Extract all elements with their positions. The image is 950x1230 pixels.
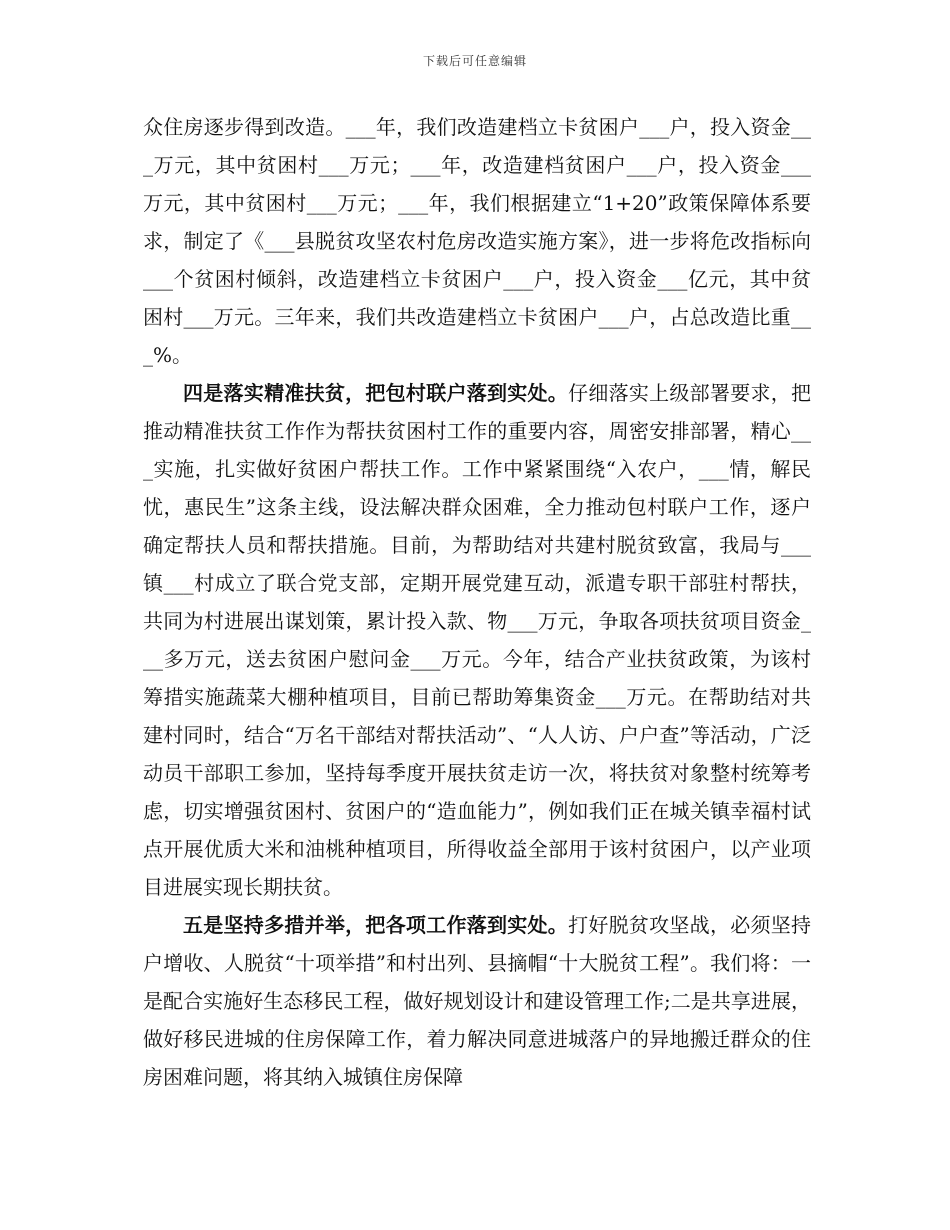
- page-header-note: 下载后可任意编辑: [422, 54, 527, 68]
- paragraph-text: 打好脱贫攻坚战，必须坚持户增收、人脱贫“十项举措”和村出列、县摘帽“十大脱贫工程”。我们将：一是配合实施好生态移民工程，做好规划设计和建设管理工作;二是共享进展，做好移民进城的住房保障工作，着力解决同意进城落户的异地搬迁群众的住房困难问题，将其纳入城镇住房保障: [143, 913, 812, 1089]
- paragraph-lead-heading: 五是坚持多措并举，把各项工作落到实处。: [183, 913, 569, 937]
- paragraph-housing-renovation: [143, 108, 811, 374]
- paragraph-precision-poverty-alleviation: [143, 374, 811, 906]
- paragraph-text: 仔细落实上级部署要求，把推动精准扶贫工作作为帮扶贫困村工作的重要内容，周密安排部署，精心___实施，扎实做好贫困户帮扶工作。工作中紧紧围绕“入农户，___情，解民忧，惠民生”这条主线，设法解决群众困难，全力推动包村联户工作，逐户确定帮扶人员和帮扶措施。目前，为帮助结对共建村脱贫致富，我局与___镇___村成立了联合党支部，定期开展党建互动，派遣专职干部驻村帮扶，共同为村进展出谋划策，累计投入款、物___万元，争取各项扶贫项目资金___多万元，送去贫困户慰问金___万元。今年，结合产业扶贫政策，为该村筹措实施蔬菜大棚种植项目，目前已帮助筹集资金___万元。在帮助结对共建村同时，结合“万名干部结对帮扶活动”、“人人访、户户查”等活动，广泛动员干部职工参加，坚持每季度开展扶贫走访一次，将扶贫对象整村统筹考虑，切实增强贫困村、贫困户的“造血能力”，例如我们正在城关镇幸福村试点开展优质大米和油桃种植项目，所得收益全部用于该村贫困户，以产业项目进展实现长期扶贫。: [143, 381, 812, 899]
- paragraph-lead-heading: 四是落实精准扶贫，把包村联户落到实处。: [183, 381, 569, 405]
- document-body: [143, 108, 811, 1096]
- paragraph-text: 众住房逐步得到改造。___年，我们改造建档立卡贫困户___户，投入资金___万元，其中贫困村___万元；___年，改造建档贫困户___户，投入资金___万元，其中贫困村___万元；___年，我们根据建立“1+20”政策保障体系要求，制定了《___县脱贫攻坚农村危房改造实施方案》，进一步将危改指标向___个贫困村倾斜，改造建档立卡贫困户___户，投入资金___亿元，其中贫困村___万元。三年来，我们共改造建档立卡贫困户___户，占总改造比重___%。: [143, 115, 811, 367]
- paragraph-multiple-measures: [143, 906, 811, 1096]
